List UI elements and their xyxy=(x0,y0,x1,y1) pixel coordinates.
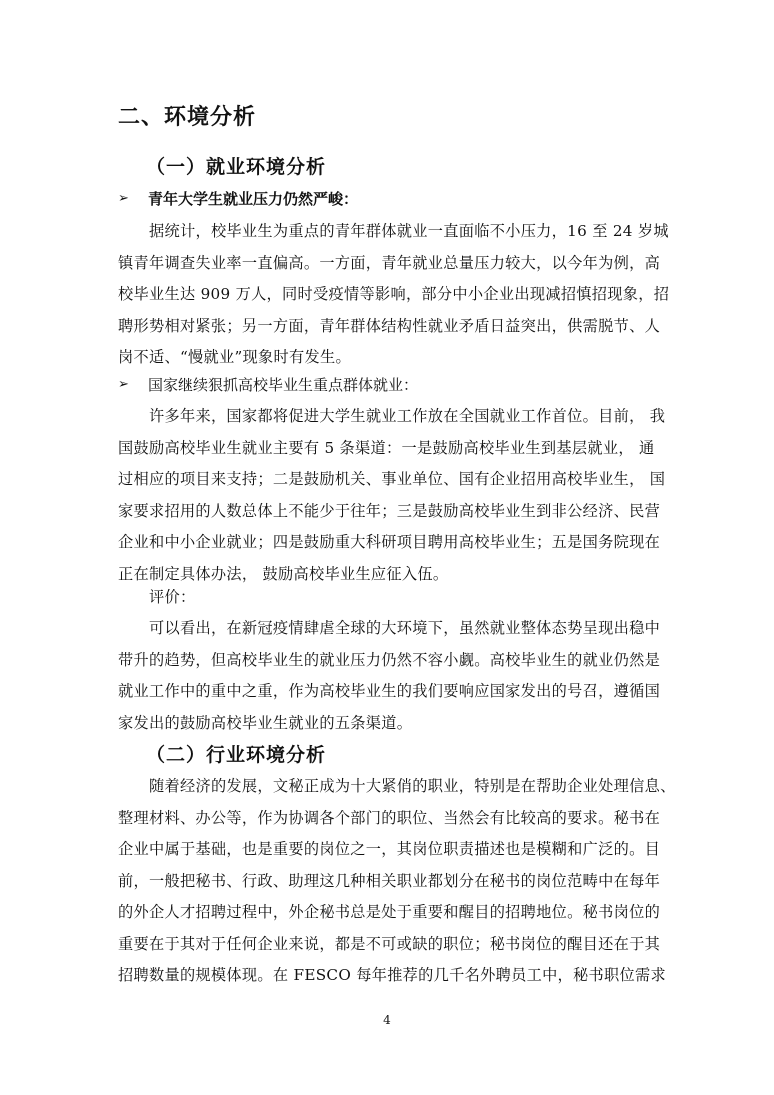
paragraph-evaluation: 可以看出，在新冠疫情肆虐全球的大环境下，虽然就业整体态势呈现出稳中 带升的趋势，但高校毕业生的就业压力仍然不容小觑。高校毕业生的就业仍然是 就业工作中的重中之重，作为高校毕业生的我们要响应国家发出的号召，遵循国 家发出的鼓励高校毕业生就业的五条渠道。 xyxy=(118,619,661,732)
heading-environment-analysis: 二、环境分析 xyxy=(118,105,257,130)
bullet-youth-pressure: ➢ 青年大学生就业压力仍然严峻： xyxy=(118,190,359,208)
section-industry-title: （二）行业环境分析 xyxy=(146,744,327,766)
paragraph-industry: 随着经济的发展，文秘正成为十大紧俏的职业，特别是在帮助企业处理信息、 整理材料、办公等，作为协调各个部门的职位、当然会有比较高的要求。秘书在 企业中属于基础，也是重要的岗位之一，其岗位职责描述也是模糊和广泛的。目 前，一般把秘书、行政、助理这几种相关职业都划分在秘书的岗位范畴中在每年 的外企人才招聘过程中，外企秘书总是处于重要和醒目的招聘地位。秘书岗位的 重要在于其对于任何企业来说，都是不可或缺的职位；秘书岗位的醒目还在于其 招聘数量的规模体现。在 FESCO 每年推荐的几千名外聘员工中，秘书职位需求 xyxy=(118,777,676,984)
bullet-national-policy: ➢ 国家继续狠抓高校毕业生重点群体就业： xyxy=(118,376,419,394)
page-number: 4 xyxy=(383,1013,391,1027)
paragraph-five-channels: 许多年来，国家都将促进大学生就业工作放在全国就业工作首位。目前， 我 国鼓励高校毕业生就业主要有 5 条渠道：一是鼓励高校毕业生到基层就业， 通 过相应的项目来支持；二是鼓励机关、事业单位、国有企业招用高校毕业生， 国 家要求招用的人数总体上不能少于往年；三是鼓励高校毕业生到非公经济、民营 企业和中小企业就业；四是鼓励重大科研项目聘用高校毕业生；五是国务院现在 正在制定具体办法， 鼓励高校毕业生应征入伍。 xyxy=(118,407,666,583)
section-employment-title: （一）就业环境分析 xyxy=(146,156,327,178)
arrowhead-bullet-icon: ➢ xyxy=(118,191,129,206)
evaluation-label: 评价： xyxy=(149,588,196,606)
paragraph-statistics: 据统计，校毕业生为重点的青年群体就业一直面临不小压力，16 至 24 岁城 镇青年调查失业率一直偏高。一方面，青年就业总量压力较大，以今年为例，高 校毕业生达 909 万人，同时受疫情等影响，部分中小企业出现减招慎招现象，招 聘形势相对紧张；另一方面，青年群体结构性就业矛盾日益突出，供需脱节、人 岗不适、“慢就业”现象时有发生。 xyxy=(118,222,670,366)
arrowhead-bullet-icon: ➢ xyxy=(118,377,129,392)
